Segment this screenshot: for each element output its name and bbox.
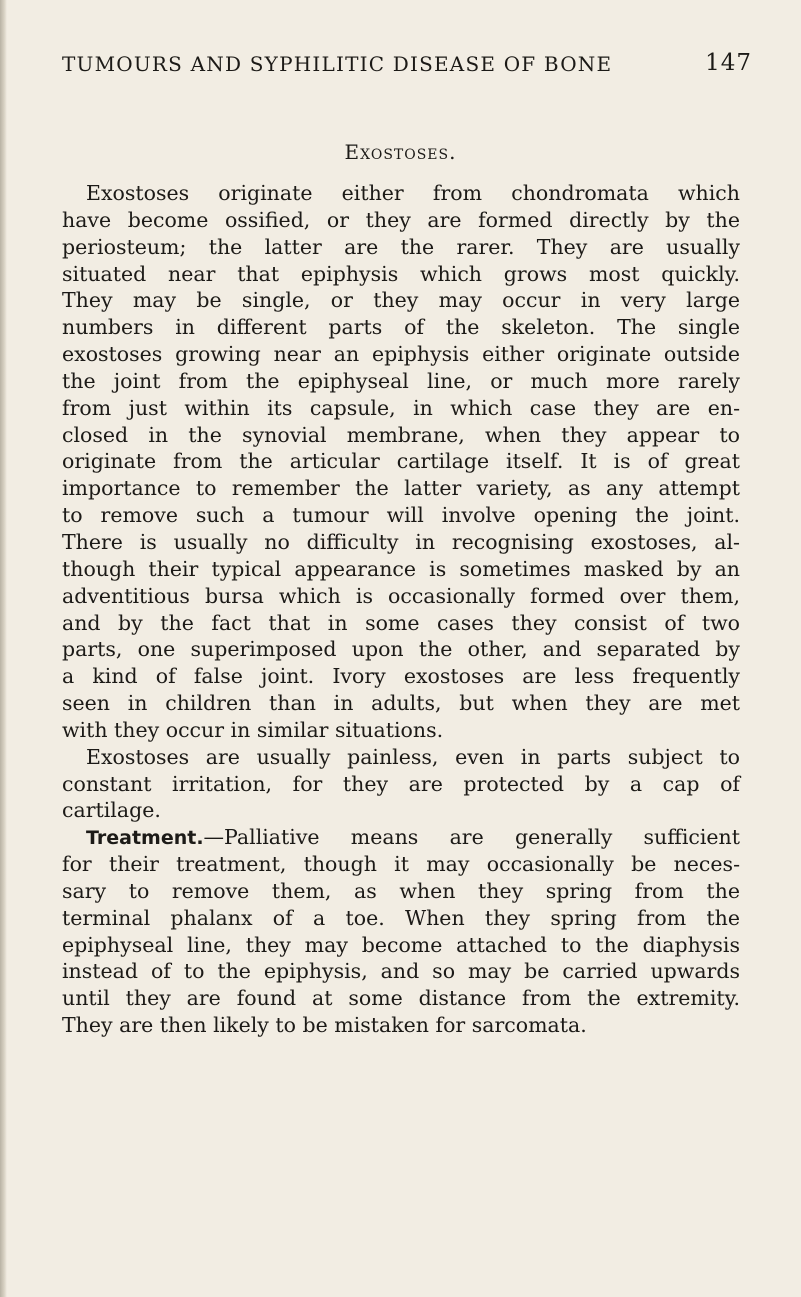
text-line: Exostoses are usually painless, even in parts subject to <box>86 744 740 769</box>
text-line: exostoses growing near an epiphysis either originate outside <box>62 342 740 367</box>
text-line: until they are found at some distance from the extremity. <box>62 986 740 1011</box>
text-line: though their typical appearance is sometimes masked by an <box>62 556 740 581</box>
section-heading: Exostoses. <box>344 140 457 164</box>
text-line: situated near that epiphysis which grows most quickly. <box>62 261 740 286</box>
paragraph-2 <box>62 744 740 825</box>
text-line: instead of to the epiphysis, and so may be carried upwards <box>62 959 740 984</box>
text-line: have become ossified, or they are formed directly by the <box>62 207 740 232</box>
text-line: adventitious bursa which is occasionally formed over them, <box>62 583 740 608</box>
text-line: They may be single, or they may occur in very large <box>62 288 740 313</box>
text-line: numbers in different parts of the skeleton. The single <box>62 315 740 340</box>
text-line: seen in children than in adults, but when they are met <box>62 691 740 716</box>
text-line: Exostoses originate either from chondromata which <box>86 181 740 205</box>
text-line: periosteum; the latter are the rarer. They are usually <box>62 234 740 259</box>
text-line-rest: —Palliative means are generally sufficient <box>203 825 740 850</box>
book-spine-shadow <box>0 0 7 1297</box>
text-line: There is usually no difficulty in recognising exostoses, al- <box>62 529 740 554</box>
body-text <box>62 180 740 1039</box>
page-number: 147 <box>705 50 752 76</box>
text-line: importance to remember the latter variety, as any attempt <box>62 476 740 501</box>
text-line: from just within its capsule, in which case they are en- <box>62 395 740 420</box>
text-line <box>62 824 740 851</box>
text-line: constant irritation, for they are protected by a cap of <box>62 771 740 796</box>
running-head <box>62 46 752 86</box>
text-line: the joint from the epiphyseal line, or much more rarely <box>62 368 740 393</box>
run-in-heading: Treatment. <box>86 827 204 850</box>
text-line: cartilage. <box>62 798 161 823</box>
text-line: parts, one superimposed upon the other, and separated by <box>62 637 740 662</box>
text-line: with they occur in similar situations. <box>62 717 444 742</box>
text-line: epiphyseal line, they may become attached to the diaphysis <box>62 932 740 957</box>
text-line: to remove such a tumour will involve opening the joint. <box>62 503 740 528</box>
text-line: and by the fact that in some cases they consist of two <box>62 610 740 635</box>
text-line: sary to remove them, as when they spring from the <box>62 878 740 903</box>
text-line: They are then likely to be mistaken for sarcomata. <box>62 1013 587 1038</box>
text-line: for their treatment, though it may occasionally be neces- <box>62 852 740 877</box>
text-line: originate from the articular cartilage itself. It is of great <box>62 449 740 474</box>
paragraph-1 <box>62 180 740 744</box>
text-line: a kind of false joint. Ivory exostoses are less frequently <box>62 664 740 689</box>
running-title: TUMOURS AND SYPHILITIC DISEASE OF BONE <box>62 52 613 76</box>
paragraph-3 <box>62 824 740 1039</box>
text-line: closed in the synovial membrane, when they appear to <box>62 422 740 447</box>
text-line: terminal phalanx of a toe. When they spring from the <box>62 905 740 930</box>
